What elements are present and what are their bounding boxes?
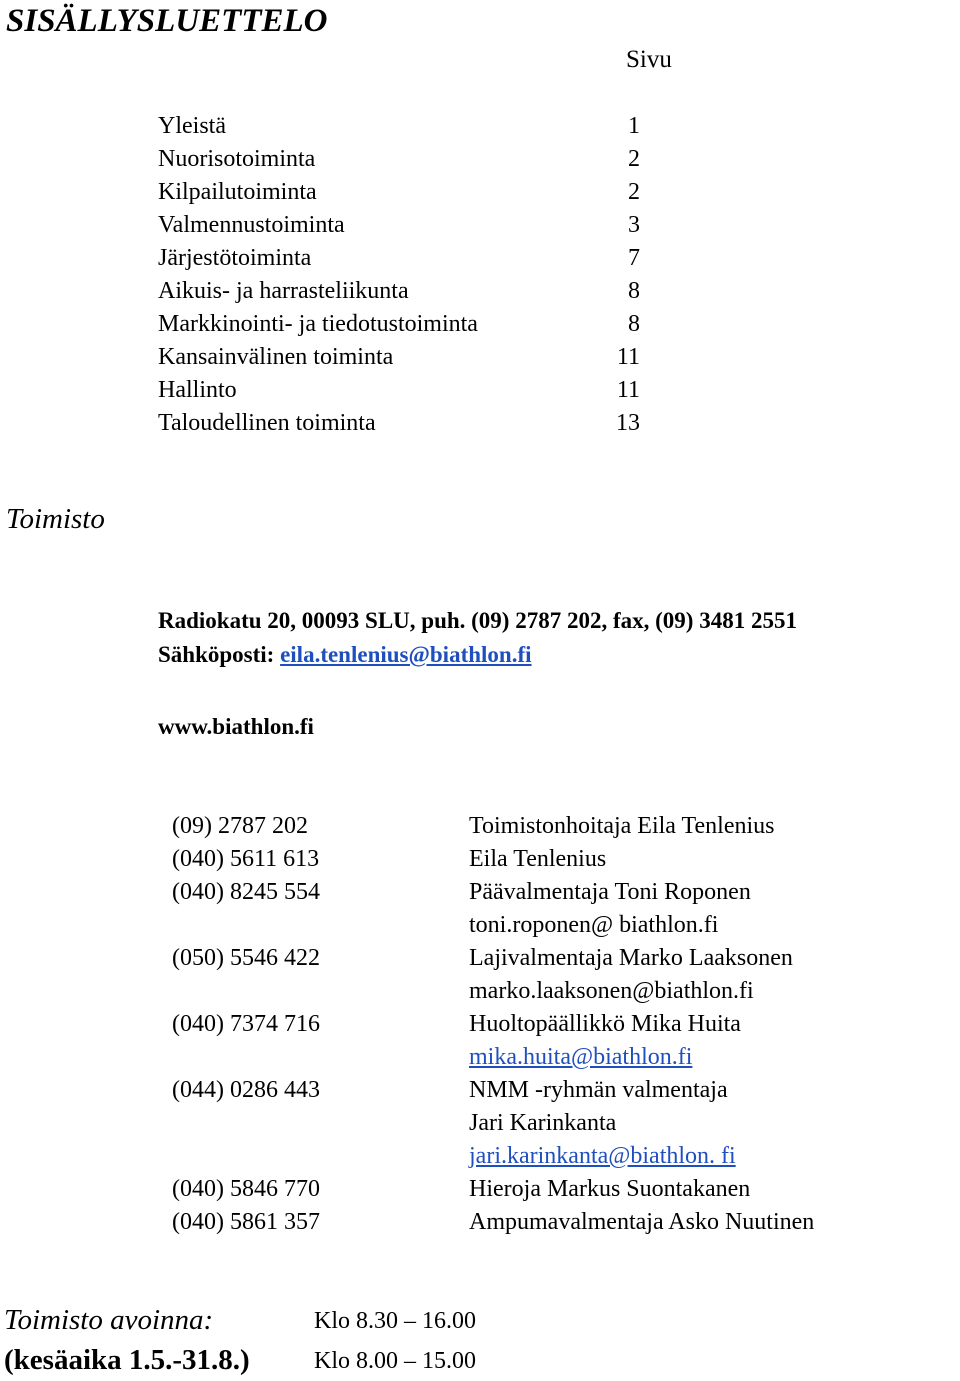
contact-phone: (040) 5611 613 <box>172 846 320 872</box>
contact-phone: (040) 5846 770 <box>172 1176 320 1202</box>
toc-item-label: Taloudellinen toiminta <box>158 410 376 436</box>
contact-email[interactable]: toni.roponen@ biathlon.fi <box>469 912 719 938</box>
office-email-link[interactable]: eila.tenlenius@biathlon.fi <box>280 642 532 667</box>
toc-item-page: 2 <box>628 146 640 172</box>
toc-item <box>158 176 640 209</box>
contact-row <box>172 1074 932 1173</box>
toc-item-page: 1 <box>628 113 640 139</box>
toc-item <box>158 275 640 308</box>
summer-hours-label: (kesäaika 1.5.-31.8.) <box>4 1344 250 1376</box>
contact-line: Päävalmentaja Toni Roponen <box>469 879 751 905</box>
toc-item-label: Hallinto <box>158 377 237 403</box>
office-heading: Toimisto <box>6 503 105 535</box>
contact-phone: (044) 0286 443 <box>172 1077 320 1103</box>
contact-info <box>469 1173 932 1206</box>
contact-line: Hieroja Markus Suontakanen <box>469 1176 751 1202</box>
contact-phone: (050) 5546 422 <box>172 945 320 971</box>
contact-info <box>469 1206 932 1239</box>
opening-hours-label: Toimisto avoinna: <box>4 1304 214 1336</box>
page-title: SISÄLLYSLUETTELO <box>6 3 328 39</box>
contact-line: Lajivalmentaja Marko Laaksonen <box>469 945 793 971</box>
contact-line: Eila Tenlenius <box>469 846 607 872</box>
toc-item-page: 2 <box>628 179 640 205</box>
contact-phone: (040) 7374 716 <box>172 1011 320 1037</box>
toc-item-page: 7 <box>628 245 640 271</box>
toc-item <box>158 242 640 275</box>
summer-hours: Klo 8.00 – 15.00 <box>314 1348 476 1374</box>
toc-item-page: 8 <box>628 311 640 337</box>
contact-phone: (09) 2787 202 <box>172 813 308 839</box>
toc-item-label: Valmennustoiminta <box>158 212 345 238</box>
contact-info <box>469 876 932 942</box>
contact-info <box>469 843 932 876</box>
contact-row <box>172 876 932 942</box>
contact-line: Huoltopäällikkö Mika Huita <box>469 1011 741 1037</box>
contact-line: NMM -ryhmän valmentaja <box>469 1077 728 1103</box>
contact-row <box>172 1206 932 1239</box>
contact-email[interactable]: marko.laaksonen@biathlon.fi <box>469 978 754 1004</box>
contact-list <box>172 810 932 1239</box>
toc-item <box>158 308 640 341</box>
toc-item <box>158 374 640 407</box>
contact-row <box>172 942 932 1008</box>
toc-item-page: 3 <box>628 212 640 238</box>
contact-line: Toimistonhoitaja Eila Tenlenius <box>469 813 775 839</box>
contact-row <box>172 1008 932 1074</box>
toc-item-label: Yleistä <box>158 113 226 139</box>
toc-item-label: Kansainvälinen toiminta <box>158 344 394 370</box>
contact-row <box>172 1173 932 1206</box>
contact-phone: (040) 8245 554 <box>172 879 320 905</box>
table-of-contents <box>158 110 640 440</box>
contact-row <box>172 810 932 843</box>
office-website[interactable]: www.biathlon.fi <box>158 714 314 739</box>
toc-item <box>158 341 640 374</box>
toc-item-label: Markkinointi- ja tiedotustoiminta <box>158 311 478 337</box>
contact-email[interactable]: jari.karinkanta@biathlon. fi <box>469 1143 736 1169</box>
toc-item <box>158 407 640 440</box>
toc-item-label: Järjestötoiminta <box>158 245 312 271</box>
toc-item-page: 8 <box>628 278 640 304</box>
contact-info <box>469 810 932 843</box>
toc-item-page: 13 <box>616 410 640 436</box>
contact-info <box>469 1074 932 1173</box>
office-address: Radiokatu 20, 00093 SLU, puh. (09) 2787 202, fax, (09) 3481 2551 <box>158 608 797 633</box>
toc-item <box>158 110 640 143</box>
office-email-line <box>158 640 532 670</box>
contact-email[interactable]: mika.huita@biathlon.fi <box>469 1044 693 1070</box>
contact-line: Ampumavalmentaja Asko Nuutinen <box>469 1209 815 1235</box>
contact-phone: (040) 5861 357 <box>172 1209 320 1235</box>
contact-info <box>469 942 932 1008</box>
toc-item-label: Kilpailutoiminta <box>158 179 317 205</box>
contact-line: Jari Karinkanta <box>469 1110 617 1136</box>
email-label: Sähköposti: <box>158 642 281 667</box>
opening-hours: Klo 8.30 – 16.00 <box>314 1308 476 1334</box>
toc-item-page: 11 <box>616 344 640 370</box>
toc-item <box>158 143 640 176</box>
page-column-header: Sivu <box>626 46 672 73</box>
toc-item-label: Nuorisotoiminta <box>158 146 316 172</box>
contact-info <box>469 1008 932 1074</box>
toc-item-page: 11 <box>616 377 640 403</box>
toc-item <box>158 209 640 242</box>
contact-row <box>172 843 932 876</box>
toc-item-label: Aikuis- ja harrasteliikunta <box>158 278 409 304</box>
